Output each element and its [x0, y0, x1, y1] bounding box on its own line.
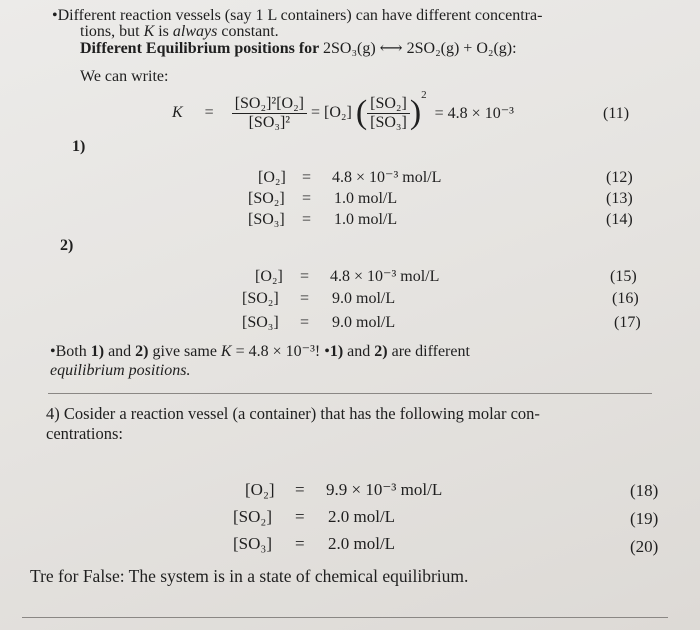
case1-row3-eq: =: [302, 211, 312, 228]
case2-row1-lhs: [O₂]: [255, 268, 283, 285]
intro-text-2c: constant.: [217, 23, 279, 40]
case2-row3-rhs: 9.0 mol/L: [332, 314, 396, 331]
question-line-2: centrations:: [46, 424, 123, 443]
equation-11: [172, 91, 514, 135]
k-symbol: K: [143, 23, 155, 40]
summary-text: Both: [55, 343, 91, 360]
bullet-mark: •: [52, 7, 58, 24]
eq11-frac-numerator: [SO₂]²[O₂]: [232, 95, 307, 114]
case-2-label: 2): [60, 237, 74, 254]
bullet-mark: •: [324, 343, 330, 360]
eq11-o2: [O₂]: [324, 104, 352, 121]
eq11-exponent: 2: [421, 89, 427, 101]
case2-row3-lhs: [SO₃]: [242, 314, 279, 331]
q-row2-rhs: 2.0 mol/L: [328, 507, 396, 526]
eq-number-11: (11): [603, 105, 630, 122]
case1-row3-lhs: [SO₃]: [248, 211, 285, 228]
intro-text-2b: is: [154, 23, 173, 40]
right-paren: ): [409, 94, 422, 131]
q-row2-lhs: [SO₂]: [233, 507, 272, 526]
eq-number-13: (13): [606, 190, 633, 207]
bullet-mark: •: [50, 343, 56, 360]
q-row1-rhs: 9.9 × 10⁻³ mol/L: [326, 480, 443, 499]
case2-row2-rhs: 9.0 mol/L: [332, 290, 396, 307]
q-row3-lhs: [SO₃]: [233, 534, 272, 553]
eq11-fraction: [232, 95, 307, 132]
case1-row2-lhs: [SO₂]: [248, 190, 285, 207]
eq11-equals-2: =: [310, 104, 321, 121]
case2-row1-rhs: 4.8 × 10⁻³ mol/L: [330, 268, 440, 285]
summary-text: = 4.8 × 10⁻³!: [231, 343, 325, 360]
ref-2: 2): [374, 343, 388, 360]
we-can-write: We can write:: [80, 68, 169, 85]
eq11-paren-numerator: [SO₂]: [367, 95, 410, 114]
case2-row3-eq: =: [300, 314, 310, 331]
section-heading: [80, 39, 517, 58]
heading-bold: Different Equilibrium positions for: [80, 40, 323, 57]
intro-text-2a: tions, but: [80, 23, 144, 40]
case2-row2-lhs: [SO₂]: [242, 290, 279, 307]
intro-text-1: Different reaction vessels (say 1 L containers) can have different concentra-: [57, 7, 543, 24]
q-row2-eq: =: [295, 507, 305, 526]
eq11-equals: =: [204, 104, 214, 121]
summary-text: and: [104, 343, 136, 360]
eq-number-16: (16): [612, 290, 639, 307]
left-paren: (: [355, 94, 368, 131]
divider: [48, 393, 652, 394]
q-row1-eq: =: [295, 480, 305, 499]
eq-number-18: (18): [630, 481, 659, 500]
case1-row1-rhs: 4.8 × 10⁻³ mol/L: [332, 169, 442, 186]
case1-row3-rhs: 1.0 mol/L: [334, 211, 398, 228]
case1-row2-eq: =: [302, 190, 312, 207]
case-1-label: 1): [72, 138, 86, 155]
q-row3-rhs: 2.0 mol/L: [328, 534, 396, 553]
true-false-prompt: Tre for False: The system is in a state of chemical equilibrium.: [30, 566, 469, 586]
case1-row1-eq: =: [302, 169, 312, 186]
k-symbol: K: [220, 343, 232, 360]
eq-number-15: (15): [610, 268, 637, 285]
case1-row2-rhs: 1.0 mol/L: [334, 190, 398, 207]
q-row3-eq: =: [295, 534, 305, 553]
case2-row2-eq: =: [300, 290, 310, 307]
ref-1: 1): [90, 343, 105, 360]
case2-row1-eq: =: [300, 268, 310, 285]
eq11-result: = 4.8 × 10⁻³: [434, 105, 514, 122]
eq-number-19: (19): [630, 509, 659, 528]
summary-text: and: [343, 343, 375, 360]
eq11-paren-denominator: [SO₃]: [370, 113, 407, 131]
eq-number-20: (20): [630, 537, 659, 556]
eq-number-12: (12): [606, 169, 633, 186]
bottom-divider: [22, 617, 668, 618]
reaction-equation: 2SO₃(g) ⟷ 2SO₂(g) + O₂(g):: [322, 40, 517, 57]
ref-2: 2): [135, 343, 149, 360]
summary-text: give same: [148, 343, 221, 360]
q-row1-lhs: [O₂]: [245, 480, 275, 499]
summary-text: are different: [387, 343, 470, 360]
ref-1: 1): [329, 343, 344, 360]
case1-row1-lhs: [O₂]: [258, 169, 286, 186]
eq-number-17: (17): [614, 314, 641, 331]
question-line-1: 4) Cosider a reaction vessel (a container) that has the following molar con-: [46, 404, 540, 423]
eq11-k: K: [172, 104, 183, 121]
eq11-frac-denominator: [SO₃]²: [248, 113, 291, 131]
summary-line-1: [50, 342, 470, 361]
eq11-paren-fraction: [367, 95, 410, 132]
summary-line-2: equilibrium positions.: [50, 362, 191, 379]
always-word: always: [172, 23, 218, 40]
eq-number-14: (14): [606, 211, 633, 228]
